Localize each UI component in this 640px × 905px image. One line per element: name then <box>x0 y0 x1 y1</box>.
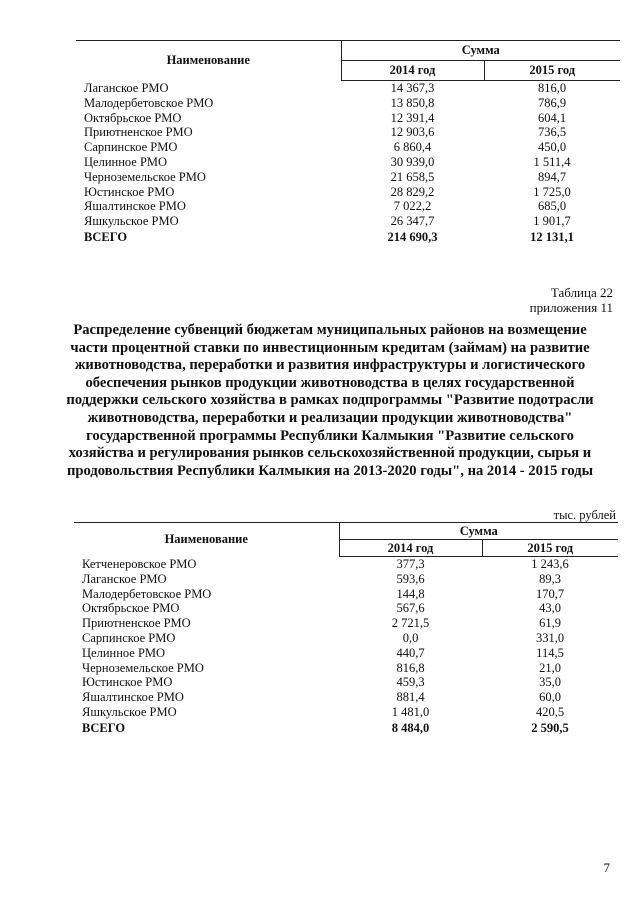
value-2015-cell: 1 725,0 <box>533 184 571 199</box>
total-row <box>76 229 620 245</box>
table-row <box>74 631 618 646</box>
value-2014-cell: 2 721,5 <box>391 616 430 631</box>
row-name-cell: Малодербетовское РМО <box>82 586 212 601</box>
value-2014-cell: 0,0 <box>402 630 419 645</box>
value-2015-cell: 170,7 <box>535 586 565 601</box>
table-row <box>76 81 620 96</box>
value-2015-cell: 450,0 <box>537 140 567 155</box>
total-row <box>74 720 618 736</box>
table-title: Распределение субвенций бюджетам муниципальных районов на возмещение части процентной ставки по инвестиционным кредитам (займам) на развитие животноводства, переработки и развития инфраструктуры и логистического обеспечения рынков продукции животноводства в целях государственной поддержки сельского хозяйства в рамках подпрограммы "Развитие подотрасли животноводства, переработки и реализации продукции животноводства" государственной программы Республики Калмыкия "Развитие сельского хозяйства и регулирования рынков сельскохозяйственной продукции, сырья и продовольствия Республики Калмыкия на 2013-2020 годы", на 2014 - 2015 годы <box>66 322 594 479</box>
table-number-label: Таблица 22 <box>550 285 613 300</box>
value-2014-cell: 440,7 <box>396 645 425 660</box>
value-2014-cell: 459,3 <box>396 675 425 690</box>
table-row <box>76 96 620 111</box>
header-year-2014: 2014 год <box>339 540 482 557</box>
table-row <box>76 111 620 126</box>
header-sum: Сумма <box>339 523 618 540</box>
value-2014-cell: 30 939,0 <box>390 154 435 169</box>
header-sum: Сумма <box>341 41 620 61</box>
table-2 <box>74 522 618 736</box>
row-name-cell: Октябрьское РМО <box>82 601 180 616</box>
total-2015: 2 590,5 <box>531 720 569 735</box>
table-row <box>76 125 620 140</box>
value-2014-cell: 593,6 <box>396 571 425 586</box>
value-2015-cell: 61,9 <box>539 616 561 631</box>
value-2015-cell: 604,1 <box>537 110 567 125</box>
value-2015-cell: 736,5 <box>537 125 567 140</box>
value-2014-cell: 13 850,8 <box>390 95 435 110</box>
table-row <box>74 661 618 676</box>
value-2015-cell: 1 901,7 <box>533 214 571 229</box>
value-2014-cell: 377,3 <box>396 557 425 571</box>
value-2015-cell: 894,7 <box>537 169 567 184</box>
value-2014-cell: 816,8 <box>396 660 425 675</box>
row-name-cell: Яшалтинское РМО <box>82 690 184 705</box>
table-row <box>74 572 618 587</box>
unit-label: тыс. рублей <box>553 508 616 522</box>
header-year-2014: 2014 год <box>341 61 484 81</box>
value-2015-cell: 816,0 <box>537 81 567 95</box>
table-1-body <box>76 81 620 245</box>
appendix-label: приложения 11 <box>529 300 613 315</box>
value-2014-cell: 1 481,0 <box>391 704 430 719</box>
value-2015-cell: 331,0 <box>535 630 565 645</box>
row-name-cell: Яшкульское РМО <box>82 704 177 719</box>
value-2014-cell: 12 903,6 <box>390 125 435 140</box>
row-name-cell: Целинное РМО <box>82 645 166 660</box>
table-1 <box>76 40 620 245</box>
row-name-cell: Юстинское РМО <box>84 184 175 199</box>
total-2014: 214 690,3 <box>387 229 438 244</box>
table-row <box>74 690 618 705</box>
row-name-cell: Кетченеровское РМО <box>82 556 197 571</box>
value-2015-cell: 43,0 <box>539 601 561 616</box>
value-2014-cell: 14 367,3 <box>390 81 435 95</box>
row-name-cell: Октябрьское РМО <box>84 110 182 125</box>
row-name-cell: Яшалтинское РМО <box>84 199 186 214</box>
value-2015-cell: 420,5 <box>535 704 565 719</box>
header-name: Наименование <box>74 523 339 557</box>
row-name-cell: Юстинское РМО <box>82 675 173 690</box>
value-2015-cell: 21,0 <box>539 660 561 675</box>
value-2014-cell: 7 022,2 <box>393 199 432 214</box>
row-name-cell: Черноземельское РМО <box>82 660 204 675</box>
value-2015-cell: 786,9 <box>537 95 567 110</box>
value-2014-cell: 881,4 <box>396 690 425 705</box>
value-2015-cell: 1 511,4 <box>533 154 571 169</box>
page-number: 7 <box>603 860 610 875</box>
row-name-cell: Сарпинское РМО <box>84 140 178 155</box>
row-name-cell: Целинное РМО <box>84 154 168 169</box>
value-2014-cell: 6 860,4 <box>393 140 432 155</box>
value-2015-cell: 685,0 <box>537 199 567 214</box>
table-row <box>76 170 620 185</box>
value-2015-cell: 60,0 <box>539 690 561 705</box>
row-name-cell: Сарпинское РМО <box>82 630 176 645</box>
row-name-cell: Приютненское РМО <box>82 616 191 631</box>
header-year-2015: 2015 год <box>482 540 618 557</box>
value-2014-cell: 21 658,5 <box>390 169 435 184</box>
total-label: ВСЕГО <box>82 720 126 735</box>
table-row <box>74 587 618 602</box>
row-name-cell: Яшкульское РМО <box>84 214 179 229</box>
total-2015: 12 131,1 <box>530 229 574 244</box>
header-year-2015: 2015 год <box>484 61 620 81</box>
row-name-cell: Приютненское РМО <box>84 125 193 140</box>
table-row <box>76 155 620 170</box>
total-2014: 8 484,0 <box>391 720 430 735</box>
value-2015-cell: 1 243,6 <box>531 557 569 571</box>
table-row <box>74 705 618 720</box>
table-2-body <box>74 557 618 736</box>
table-row <box>74 601 618 616</box>
table-row <box>74 557 618 572</box>
table-row <box>76 214 620 229</box>
total-label: ВСЕГО <box>84 229 128 244</box>
table-row <box>74 646 618 661</box>
row-name-cell: Лаганское РМО <box>82 571 167 586</box>
value-2014-cell: 567,6 <box>396 601 425 616</box>
table-row <box>76 185 620 200</box>
table-row <box>74 616 618 631</box>
value-2015-cell: 35,0 <box>539 675 561 690</box>
value-2014-cell: 12 391,4 <box>390 110 435 125</box>
table-row <box>76 140 620 155</box>
value-2015-cell: 114,5 <box>536 645 564 660</box>
row-name-cell: Лаганское РМО <box>84 80 169 95</box>
table-row <box>76 199 620 214</box>
header-name: Наименование <box>76 41 341 81</box>
row-name-cell: Черноземельское РМО <box>84 169 206 184</box>
value-2015-cell: 89,3 <box>539 571 561 586</box>
value-2014-cell: 28 829,2 <box>390 184 435 199</box>
value-2014-cell: 144,8 <box>396 586 425 601</box>
value-2014-cell: 26 347,7 <box>390 214 435 229</box>
table-row <box>74 675 618 690</box>
row-name-cell: Малодербетовское РМО <box>84 95 214 110</box>
